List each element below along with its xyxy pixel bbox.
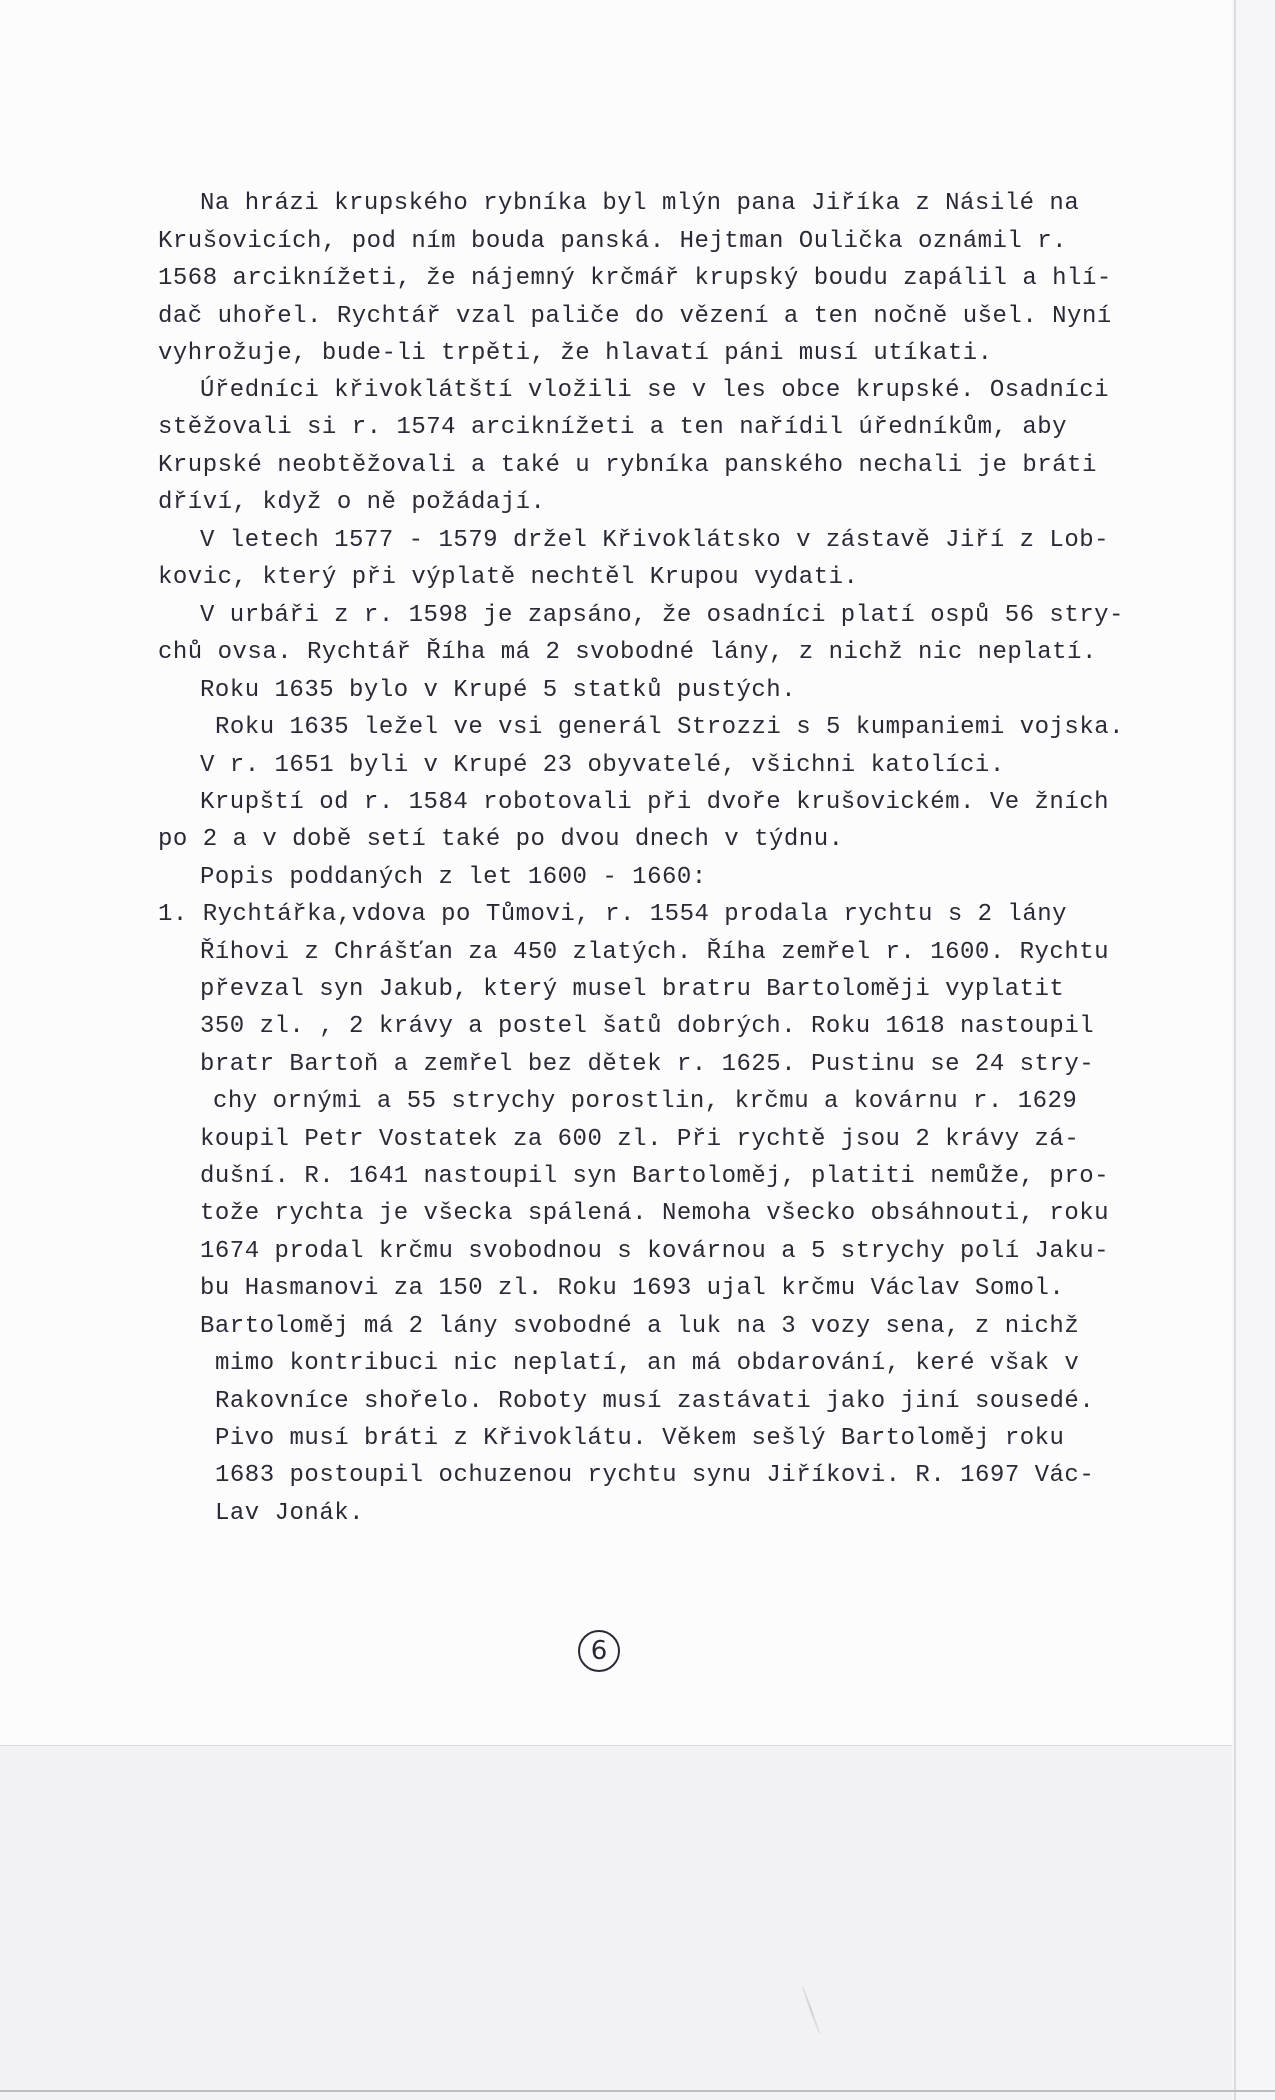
text-line: převzal syn Jakub, který musel bratru Bartoloměji vyplatit (200, 976, 1065, 1003)
text-line: koupil Petr Vostatek za 600 zl. Při rychtě jsou 2 krávy zá- (200, 1126, 1080, 1153)
text-line: Krupští od r. 1584 robotovali při dvoře krušovickém. Ve žních (200, 789, 1110, 816)
text-line: Úředníci křivoklátští vložili se v les obce krupské. Osadníci (200, 377, 1110, 404)
text-line: tože rychta je všecka spálená. Nemoha všecko obsáhnouti, roku (200, 1200, 1110, 1227)
text-line: Na hrázi krupského rybníka byl mlýn pana Jiříka z Násilé na (200, 190, 1080, 217)
text-line: Krušovicích, pod ním bouda panská. Hejtman Oulička oznámil r. (158, 228, 1068, 255)
text-line: Říhovi z Chrášťan za 450 zlatých. Říha zemřel r. 1600. Rychtu (200, 939, 1110, 966)
text-line: chy ornými a 55 strychy porostlin, krčmu a kovárnu r. 1629 (213, 1088, 1078, 1115)
text-line: mimo kontribuci nic neplatí, an má obdarování, keré však v (215, 1350, 1080, 1377)
text-line: stěžovali si r. 1574 arciknížeti a ten nařídil úředníkům, aby (158, 414, 1068, 441)
text-line: Rakovníce shořelo. Roboty musí zastávati jako jiní sousedé. (215, 1388, 1095, 1415)
text-line: Roku 1635 bylo v Krupé 5 statků pustých. (200, 677, 797, 704)
text-line: 1683 postoupil ochuzenou rychtu synu Jiříkovi. R. 1697 Vác- (215, 1462, 1095, 1489)
paper-edge (1234, 0, 1236, 2100)
page-number: 6 (578, 1630, 620, 1672)
scan-bottom-edge (0, 2090, 1275, 2092)
text-line: Pivo musí bráti z Křivoklátu. Věkem sešlý Bartoloměj roku (215, 1425, 1065, 1452)
text-line: kovic, který při výplatě nechtěl Krupou vydati. (158, 564, 859, 591)
text-line: po 2 a v době setí také po dvou dnech v týdnu. (158, 826, 844, 853)
scan-speck (802, 1986, 821, 2034)
text-line: dříví, když o ně požádají. (158, 489, 546, 516)
text-line: dušní. R. 1641 nastoupil syn Bartoloměj, platiti nemůže, pro- (200, 1163, 1110, 1190)
text-line: Bartoloměj má 2 lány svobodné a luk na 3 vozy sena, z nichž (200, 1313, 1080, 1340)
text-line: chů ovsa. Rychtář Říha má 2 svobodné lány, z nichž nic neplatí. (158, 639, 1097, 666)
text-line: 350 zl. , 2 krávy a postel šatů dobrých. Roku 1618 nastoupil (200, 1013, 1095, 1040)
text-line: vyhrožuje, bude-li trpěti, že hlavatí páni musí utíkati. (158, 340, 993, 367)
text-line: 1. Rychtářka,vdova po Tůmovi, r. 1554 prodala rychtu s 2 lány (158, 901, 1068, 928)
text-line: Popis poddaných z let 1600 - 1660: (200, 864, 707, 891)
text-line: Lav Jonák. (215, 1500, 365, 1527)
text-line: Roku 1635 ležel ve vsi generál Strozzi s 5 kumpaniemi vojska. (215, 714, 1125, 741)
scanner-background-strip (1232, 0, 1275, 2100)
text-line: Krupské neobtěžovali a také u rybníka panského nechali je bráti (158, 452, 1097, 479)
text-line: 1674 prodal krčmu svobodnou s kovárnou a 5 strychy polí Jaku- (200, 1238, 1110, 1265)
text-line: V letech 1577 - 1579 držel Křivoklátsko v zástavě Jiří z Lob- (200, 527, 1110, 554)
text-line: V r. 1651 byli v Krupé 23 obyvatelé, všichni katolíci. (200, 752, 1005, 779)
text-line: dač uhořel. Rychtář vzal paliče do vězení a ten nočně ušel. Nyní (158, 303, 1112, 330)
text-line: bratr Bartoň a zemřel bez dětek r. 1625. Pustinu se 24 stry- (200, 1051, 1095, 1078)
text-line: bu Hasmanovi za 150 zl. Roku 1693 ujal krčmu Václav Somol. (200, 1275, 1065, 1302)
text-line: 1568 arciknížeti, že nájemný krčmář krupský boudu zapálil a hlí- (158, 265, 1112, 292)
text-line: V urbáři z r. 1598 je zapsáno, že osadníci platí ospů 56 stry- (200, 602, 1124, 629)
